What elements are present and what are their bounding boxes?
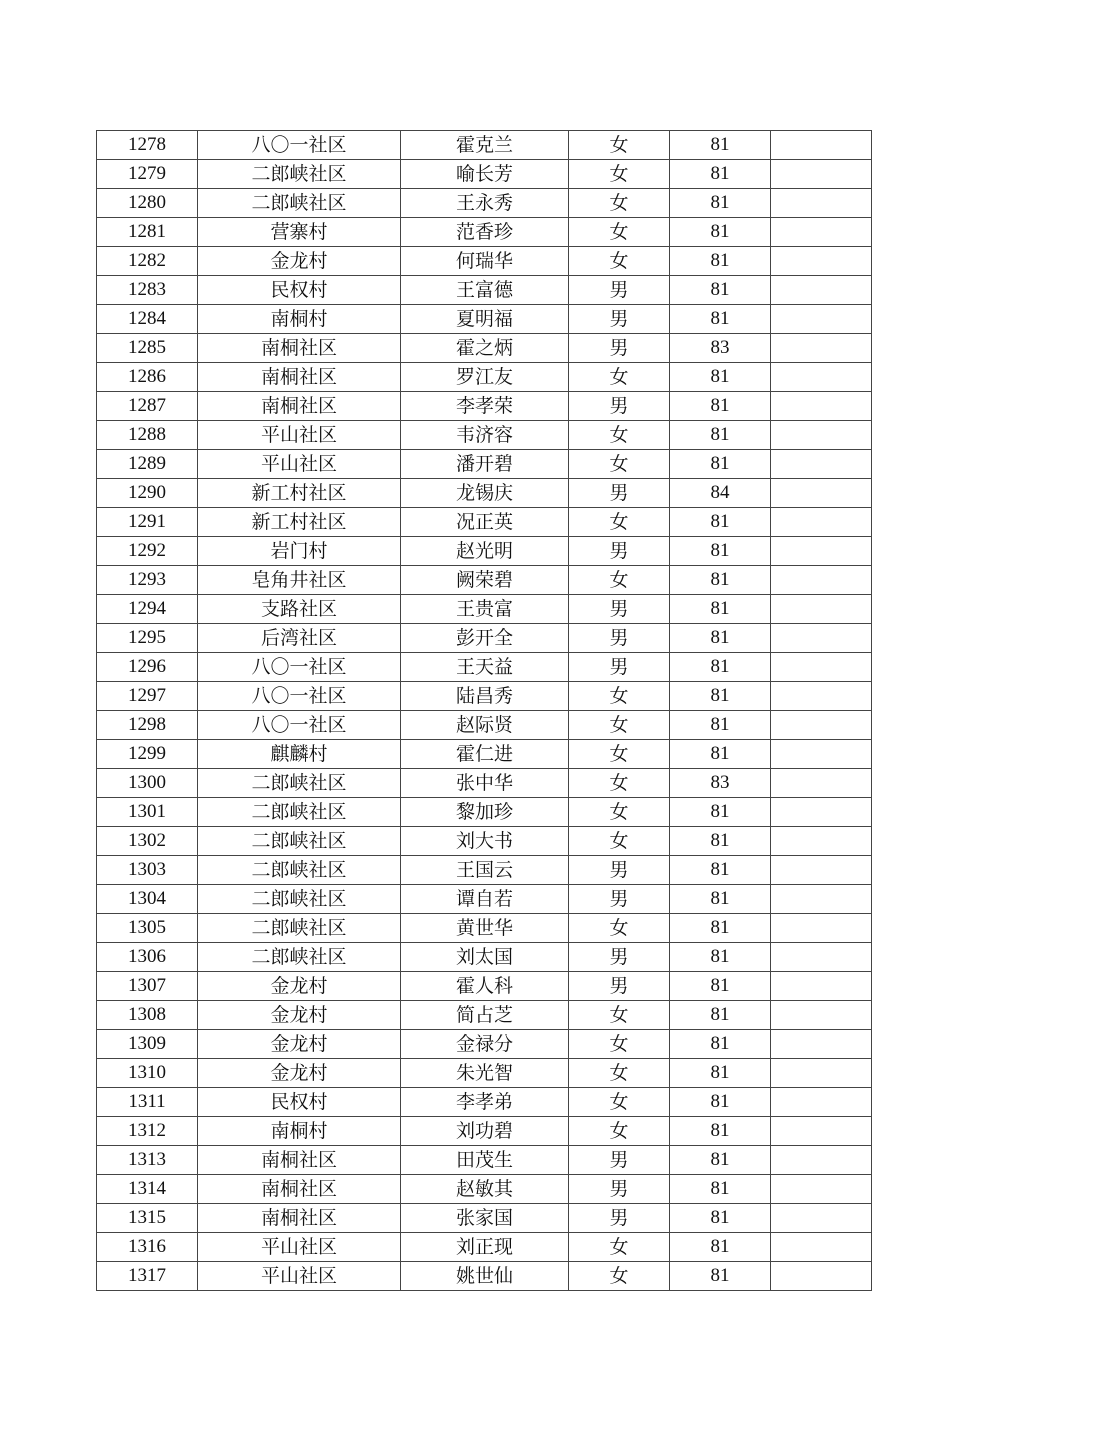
remark-cell (771, 624, 872, 653)
age-cell: 81 (670, 218, 771, 247)
community-cell: 八〇一社区 (198, 653, 401, 682)
table-row (97, 450, 872, 479)
serial-number-cell: 1316 (97, 1233, 198, 1262)
age-cell: 81 (670, 1175, 771, 1204)
remark-cell (771, 885, 872, 914)
gender-cell: 男 (569, 856, 670, 885)
gender-cell: 女 (569, 421, 670, 450)
remark-cell (771, 305, 872, 334)
community-cell: 平山社区 (198, 1262, 401, 1291)
community-cell: 后湾社区 (198, 624, 401, 653)
table-row (97, 1262, 872, 1291)
community-cell: 麒麟村 (198, 740, 401, 769)
serial-number-cell: 1290 (97, 479, 198, 508)
remark-cell (771, 537, 872, 566)
gender-cell: 女 (569, 218, 670, 247)
name-cell: 简占芝 (401, 1001, 569, 1030)
gender-cell: 女 (569, 798, 670, 827)
gender-cell: 男 (569, 885, 670, 914)
name-cell: 张家国 (401, 1204, 569, 1233)
remark-cell (771, 1233, 872, 1262)
remark-cell (771, 566, 872, 595)
remark-cell (771, 653, 872, 682)
remark-cell (771, 421, 872, 450)
age-cell: 81 (670, 943, 771, 972)
age-cell: 81 (670, 508, 771, 537)
community-cell: 南桐社区 (198, 334, 401, 363)
serial-number-cell: 1279 (97, 160, 198, 189)
serial-number-cell: 1293 (97, 566, 198, 595)
table-row (97, 334, 872, 363)
name-cell: 范香珍 (401, 218, 569, 247)
community-cell: 金龙村 (198, 972, 401, 1001)
roster-table (96, 130, 872, 1291)
table-row (97, 624, 872, 653)
community-cell: 新工村社区 (198, 479, 401, 508)
community-cell: 皂角井社区 (198, 566, 401, 595)
community-cell: 二郎峡社区 (198, 798, 401, 827)
table-row (97, 131, 872, 160)
remark-cell (771, 479, 872, 508)
age-cell: 81 (670, 247, 771, 276)
name-cell: 潘开碧 (401, 450, 569, 479)
serial-number-cell: 1285 (97, 334, 198, 363)
name-cell: 王贵富 (401, 595, 569, 624)
remark-cell (771, 247, 872, 276)
name-cell: 刘太国 (401, 943, 569, 972)
age-cell: 81 (670, 421, 771, 450)
gender-cell: 男 (569, 537, 670, 566)
name-cell: 罗江友 (401, 363, 569, 392)
name-cell: 李孝弟 (401, 1088, 569, 1117)
remark-cell (771, 914, 872, 943)
serial-number-cell: 1313 (97, 1146, 198, 1175)
age-cell: 81 (670, 624, 771, 653)
serial-number-cell: 1291 (97, 508, 198, 537)
gender-cell: 男 (569, 305, 670, 334)
gender-cell: 女 (569, 247, 670, 276)
remark-cell (771, 682, 872, 711)
age-cell: 81 (670, 914, 771, 943)
table-row (97, 769, 872, 798)
community-cell: 八〇一社区 (198, 131, 401, 160)
gender-cell: 女 (569, 131, 670, 160)
community-cell: 南桐村 (198, 1117, 401, 1146)
age-cell: 81 (670, 566, 771, 595)
age-cell: 84 (670, 479, 771, 508)
table-row (97, 566, 872, 595)
serial-number-cell: 1310 (97, 1059, 198, 1088)
age-cell: 83 (670, 769, 771, 798)
table-row (97, 595, 872, 624)
age-cell: 81 (670, 827, 771, 856)
community-cell: 平山社区 (198, 450, 401, 479)
gender-cell: 男 (569, 1204, 670, 1233)
community-cell: 金龙村 (198, 1001, 401, 1030)
name-cell: 韦济容 (401, 421, 569, 450)
remark-cell (771, 1204, 872, 1233)
age-cell: 83 (670, 334, 771, 363)
remark-cell (771, 1030, 872, 1059)
table-row (97, 276, 872, 305)
serial-number-cell: 1300 (97, 769, 198, 798)
gender-cell: 男 (569, 624, 670, 653)
table-row (97, 479, 872, 508)
community-cell: 二郎峡社区 (198, 189, 401, 218)
gender-cell: 女 (569, 1001, 670, 1030)
community-cell: 八〇一社区 (198, 711, 401, 740)
serial-number-cell: 1278 (97, 131, 198, 160)
name-cell: 赵敏其 (401, 1175, 569, 1204)
age-cell: 81 (670, 1117, 771, 1146)
table-row (97, 363, 872, 392)
gender-cell: 女 (569, 740, 670, 769)
community-cell: 新工村社区 (198, 508, 401, 537)
age-cell: 81 (670, 1059, 771, 1088)
table-row (97, 827, 872, 856)
community-cell: 民权村 (198, 276, 401, 305)
community-cell: 民权村 (198, 1088, 401, 1117)
name-cell: 黄世华 (401, 914, 569, 943)
gender-cell: 女 (569, 827, 670, 856)
serial-number-cell: 1311 (97, 1088, 198, 1117)
serial-number-cell: 1283 (97, 276, 198, 305)
serial-number-cell: 1280 (97, 189, 198, 218)
serial-number-cell: 1308 (97, 1001, 198, 1030)
table-row (97, 1001, 872, 1030)
name-cell: 何瑞华 (401, 247, 569, 276)
gender-cell: 女 (569, 566, 670, 595)
table-row (97, 189, 872, 218)
community-cell: 营寨村 (198, 218, 401, 247)
serial-number-cell: 1299 (97, 740, 198, 769)
remark-cell (771, 827, 872, 856)
remark-cell (771, 1059, 872, 1088)
age-cell: 81 (670, 653, 771, 682)
community-cell: 南桐社区 (198, 1175, 401, 1204)
serial-number-cell: 1305 (97, 914, 198, 943)
community-cell: 平山社区 (198, 1233, 401, 1262)
name-cell: 黎加珍 (401, 798, 569, 827)
table-row (97, 972, 872, 1001)
remark-cell (771, 856, 872, 885)
age-cell: 81 (670, 798, 771, 827)
serial-number-cell: 1303 (97, 856, 198, 885)
table-row (97, 1088, 872, 1117)
age-cell: 81 (670, 1262, 771, 1291)
gender-cell: 女 (569, 1030, 670, 1059)
age-cell: 81 (670, 1204, 771, 1233)
community-cell: 金龙村 (198, 247, 401, 276)
gender-cell: 女 (569, 363, 670, 392)
age-cell: 81 (670, 537, 771, 566)
age-cell: 81 (670, 711, 771, 740)
table-row (97, 421, 872, 450)
age-cell: 81 (670, 160, 771, 189)
community-cell: 二郎峡社区 (198, 914, 401, 943)
name-cell: 霍人科 (401, 972, 569, 1001)
name-cell: 谭自若 (401, 885, 569, 914)
community-cell: 八〇一社区 (198, 682, 401, 711)
remark-cell (771, 1001, 872, 1030)
gender-cell: 男 (569, 653, 670, 682)
name-cell: 喻长芳 (401, 160, 569, 189)
name-cell: 龙锡庆 (401, 479, 569, 508)
age-cell: 81 (670, 189, 771, 218)
gender-cell: 男 (569, 1146, 670, 1175)
gender-cell: 男 (569, 479, 670, 508)
gender-cell: 女 (569, 1233, 670, 1262)
age-cell: 81 (670, 885, 771, 914)
gender-cell: 女 (569, 1059, 670, 1088)
name-cell: 刘正现 (401, 1233, 569, 1262)
gender-cell: 女 (569, 1262, 670, 1291)
serial-number-cell: 1317 (97, 1262, 198, 1291)
serial-number-cell: 1307 (97, 972, 198, 1001)
serial-number-cell: 1309 (97, 1030, 198, 1059)
remark-cell (771, 276, 872, 305)
community-cell: 岩门村 (198, 537, 401, 566)
remark-cell (771, 972, 872, 1001)
gender-cell: 女 (569, 914, 670, 943)
community-cell: 二郎峡社区 (198, 885, 401, 914)
name-cell: 霍之炳 (401, 334, 569, 363)
name-cell: 霍克兰 (401, 131, 569, 160)
remark-cell (771, 189, 872, 218)
table-row (97, 711, 872, 740)
age-cell: 81 (670, 131, 771, 160)
name-cell: 阙荣碧 (401, 566, 569, 595)
remark-cell (771, 1262, 872, 1291)
serial-number-cell: 1281 (97, 218, 198, 247)
gender-cell: 女 (569, 1117, 670, 1146)
serial-number-cell: 1284 (97, 305, 198, 334)
community-cell: 南桐社区 (198, 1204, 401, 1233)
gender-cell: 女 (569, 160, 670, 189)
community-cell: 二郎峡社区 (198, 160, 401, 189)
name-cell: 况正英 (401, 508, 569, 537)
roster-table-body (97, 131, 872, 1291)
community-cell: 南桐社区 (198, 1146, 401, 1175)
table-row (97, 305, 872, 334)
table-row (97, 1175, 872, 1204)
name-cell: 霍仁进 (401, 740, 569, 769)
gender-cell: 女 (569, 450, 670, 479)
remark-cell (771, 363, 872, 392)
remark-cell (771, 218, 872, 247)
name-cell: 王永秀 (401, 189, 569, 218)
age-cell: 81 (670, 450, 771, 479)
table-row (97, 1204, 872, 1233)
remark-cell (771, 798, 872, 827)
remark-cell (771, 943, 872, 972)
gender-cell: 女 (569, 711, 670, 740)
serial-number-cell: 1287 (97, 392, 198, 421)
community-cell: 南桐社区 (198, 392, 401, 421)
table-row (97, 798, 872, 827)
serial-number-cell: 1304 (97, 885, 198, 914)
community-cell: 金龙村 (198, 1059, 401, 1088)
age-cell: 81 (670, 1030, 771, 1059)
name-cell: 朱光智 (401, 1059, 569, 1088)
serial-number-cell: 1297 (97, 682, 198, 711)
age-cell: 81 (670, 682, 771, 711)
serial-number-cell: 1301 (97, 798, 198, 827)
remark-cell (771, 450, 872, 479)
gender-cell: 男 (569, 334, 670, 363)
age-cell: 81 (670, 305, 771, 334)
table-row (97, 1233, 872, 1262)
age-cell: 81 (670, 392, 771, 421)
remark-cell (771, 1146, 872, 1175)
remark-cell (771, 131, 872, 160)
gender-cell: 女 (569, 1088, 670, 1117)
age-cell: 81 (670, 740, 771, 769)
name-cell: 刘大书 (401, 827, 569, 856)
serial-number-cell: 1294 (97, 595, 198, 624)
name-cell: 田茂生 (401, 1146, 569, 1175)
table-row (97, 247, 872, 276)
community-cell: 二郎峡社区 (198, 856, 401, 885)
name-cell: 王国云 (401, 856, 569, 885)
name-cell: 王富德 (401, 276, 569, 305)
name-cell: 彭开全 (401, 624, 569, 653)
name-cell: 陆昌秀 (401, 682, 569, 711)
table-row (97, 1030, 872, 1059)
community-cell: 南桐社区 (198, 363, 401, 392)
community-cell: 二郎峡社区 (198, 769, 401, 798)
age-cell: 81 (670, 595, 771, 624)
table-row (97, 160, 872, 189)
gender-cell: 女 (569, 769, 670, 798)
name-cell: 张中华 (401, 769, 569, 798)
serial-number-cell: 1289 (97, 450, 198, 479)
table-row (97, 1117, 872, 1146)
age-cell: 81 (670, 856, 771, 885)
serial-number-cell: 1306 (97, 943, 198, 972)
serial-number-cell: 1302 (97, 827, 198, 856)
gender-cell: 男 (569, 972, 670, 1001)
community-cell: 平山社区 (198, 421, 401, 450)
remark-cell (771, 334, 872, 363)
serial-number-cell: 1296 (97, 653, 198, 682)
table-row (97, 885, 872, 914)
remark-cell (771, 1175, 872, 1204)
table-row (97, 218, 872, 247)
name-cell: 李孝荣 (401, 392, 569, 421)
name-cell: 夏明福 (401, 305, 569, 334)
gender-cell: 男 (569, 1175, 670, 1204)
age-cell: 81 (670, 1001, 771, 1030)
table-row (97, 682, 872, 711)
serial-number-cell: 1295 (97, 624, 198, 653)
remark-cell (771, 595, 872, 624)
remark-cell (771, 740, 872, 769)
serial-number-cell: 1314 (97, 1175, 198, 1204)
gender-cell: 女 (569, 508, 670, 537)
serial-number-cell: 1288 (97, 421, 198, 450)
serial-number-cell: 1286 (97, 363, 198, 392)
age-cell: 81 (670, 1088, 771, 1117)
table-row (97, 508, 872, 537)
age-cell: 81 (670, 363, 771, 392)
name-cell: 赵光明 (401, 537, 569, 566)
table-row (97, 392, 872, 421)
gender-cell: 女 (569, 682, 670, 711)
community-cell: 支路社区 (198, 595, 401, 624)
community-cell: 二郎峡社区 (198, 827, 401, 856)
remark-cell (771, 392, 872, 421)
name-cell: 王天益 (401, 653, 569, 682)
gender-cell: 男 (569, 595, 670, 624)
remark-cell (771, 508, 872, 537)
table-row (97, 740, 872, 769)
serial-number-cell: 1298 (97, 711, 198, 740)
community-cell: 二郎峡社区 (198, 943, 401, 972)
remark-cell (771, 1117, 872, 1146)
remark-cell (771, 769, 872, 798)
table-row (97, 1146, 872, 1175)
gender-cell: 男 (569, 276, 670, 305)
serial-number-cell: 1282 (97, 247, 198, 276)
table-row (97, 537, 872, 566)
name-cell: 赵际贤 (401, 711, 569, 740)
remark-cell (771, 160, 872, 189)
serial-number-cell: 1292 (97, 537, 198, 566)
age-cell: 81 (670, 972, 771, 1001)
remark-cell (771, 1088, 872, 1117)
table-row (97, 653, 872, 682)
name-cell: 刘功碧 (401, 1117, 569, 1146)
table-row (97, 943, 872, 972)
age-cell: 81 (670, 1233, 771, 1262)
community-cell: 南桐村 (198, 305, 401, 334)
age-cell: 81 (670, 276, 771, 305)
name-cell: 金禄分 (401, 1030, 569, 1059)
name-cell: 姚世仙 (401, 1262, 569, 1291)
community-cell: 金龙村 (198, 1030, 401, 1059)
remark-cell (771, 711, 872, 740)
table-row (97, 914, 872, 943)
gender-cell: 女 (569, 189, 670, 218)
gender-cell: 男 (569, 943, 670, 972)
gender-cell: 男 (569, 392, 670, 421)
serial-number-cell: 1312 (97, 1117, 198, 1146)
table-row (97, 1059, 872, 1088)
age-cell: 81 (670, 1146, 771, 1175)
serial-number-cell: 1315 (97, 1204, 198, 1233)
table-row (97, 856, 872, 885)
